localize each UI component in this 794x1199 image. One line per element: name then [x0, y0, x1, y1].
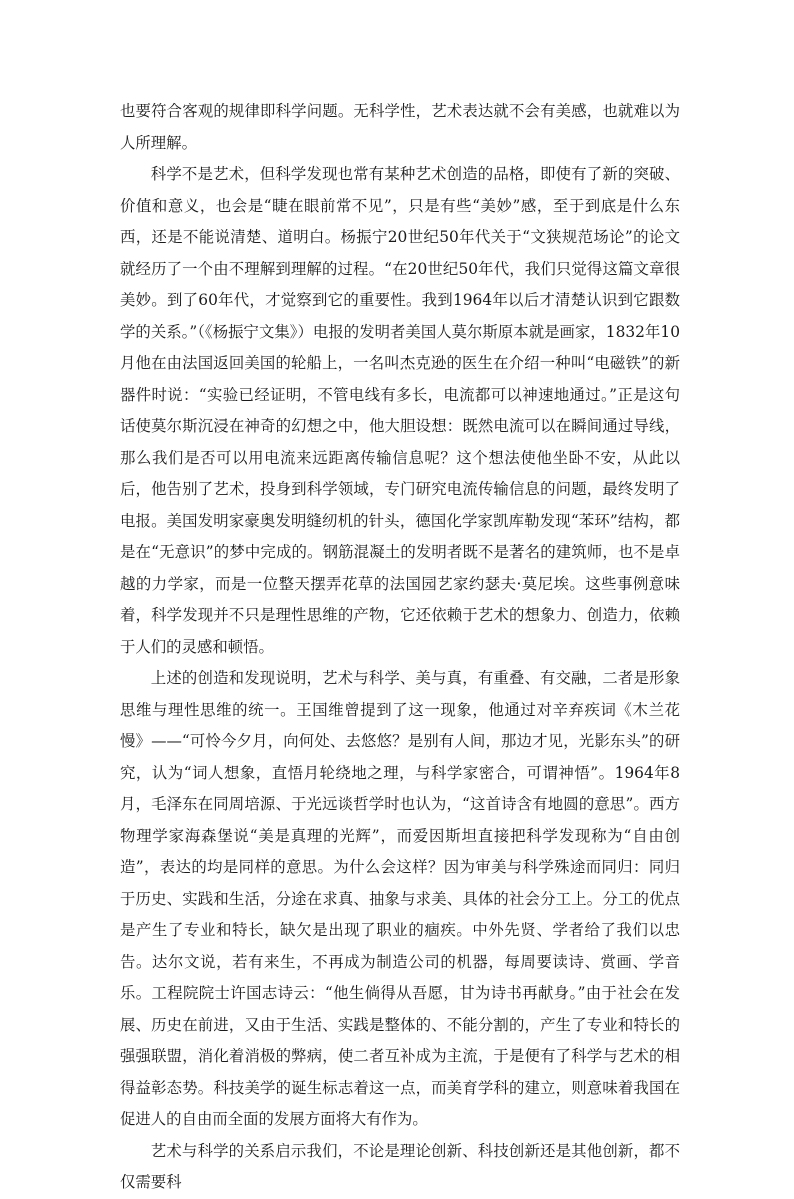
paragraph-1: 也要符合客观的规律即科学问题。无科学性，艺术表达就不会有美感，也就难以为人所理解。 [120, 102, 680, 152]
document-page [120, 96, 680, 1199]
paragraph-4: 艺术与科学的关系启示我们，不论是理论创新、科技创新还是其他创新，都不仅需要科 [120, 1141, 680, 1191]
paragraph-2: 科学不是艺术，但科学发现也常有某种艺术创造的品格，即使有了新的突破、价值和意义，也会是“睫在眼前常不见”，只是有些“美妙”感，至于到底是什么东西，还是不能说清楚、道明白。杨振宁20世纪50年代关于“文狭规范场论”的论文就经历了一个由不理解到理解的过程。“在20世纪50年代，我们只觉得这篇文章很美妙。到了60年代，才觉察到它的重要性。我到1964年以后才清楚认识到它跟数学的关系。”（《杨振宁文集》）电报的发明者美国人莫尔斯原本就是画家，1832年10月他在由法国返回美国的轮船上，一名叫杰克逊的医生在介绍一种叫“电磁铁”的新器件时说：“实验已经证明，不管电线有多长，电流都可以神速地通过。”正是这句话使莫尔斯沉浸在神奇的幻想之中，他大胆设想：既然电流可以在瞬间通过导线，那么我们是否可以用电流来远距离传输信息呢？这个想法使他坐卧不安，从此以后，他告别了艺术，投身到科学领域，专门研究电流传输信息的问题，最终发明了电报。美国发明家豪奥发明缝纫机的针头，德国化学家凯库勒发现“苯环”结构，都是在“无意识”的梦中完成的。钢筋混凝土的发明者既不是著名的建筑师，也不是卓越的力学家，而是一位整天摆弄花草的法国园艺家约瑟夫·莫尼埃。这些事例意味着，科学发现并不只是理性思维的产物，它还依赖于艺术的想象力、创造力，依赖于人们的灵感和顿悟。 [120, 165, 680, 656]
paragraph-3: 上述的创造和发现说明，艺术与科学、美与真，有重叠、有交融，二者是形象思维与理性思维的统一。王国维曾提到了这一现象，他通过对辛弃疾词《木兰花慢》——“可怜今夕月，向何处、去悠悠？是别有人间，那边才见，光影东头”的研究，认为“词人想象，直悟月轮绕地之理，与科学家密合，可谓神悟”。1964年8月，毛泽东在同周培源、于光远谈哲学时也认为，“这首诗含有地圆的意思”。西方物理学家海森堡说“美是真理的光辉”，而爱因斯坦直接把科学发现称为“自由创造”，表达的均是同样的意思。为什么会这样？因为审美与科学殊途而同归：同归于历史、实践和生活，分途在求真、抽象与求美、具体的社会分工上。分工的优点是产生了专业和特长，缺欠是出现了职业的痼疾。中外先贤、学者给了我们以忠告。达尔文说，若有来生，不再成为制造公司的机器，每周要读诗、赏画、学音乐。工程院院士许国志诗云：“他生倘得从吾愿，甘为诗书再献身。”由于社会在发展、历史在前进，又由于生活、实践是整体的、不能分割的，产生了专业和特长的强强联盟，消化着消极的弊病，使二者互补成为主流，于是便有了科学与艺术的相得益彰态势。科技美学的诞生标志着这一点，而美育学科的建立，则意味着我国在促进人的自由而全面的发展方面将大有作为。 [120, 669, 680, 1128]
